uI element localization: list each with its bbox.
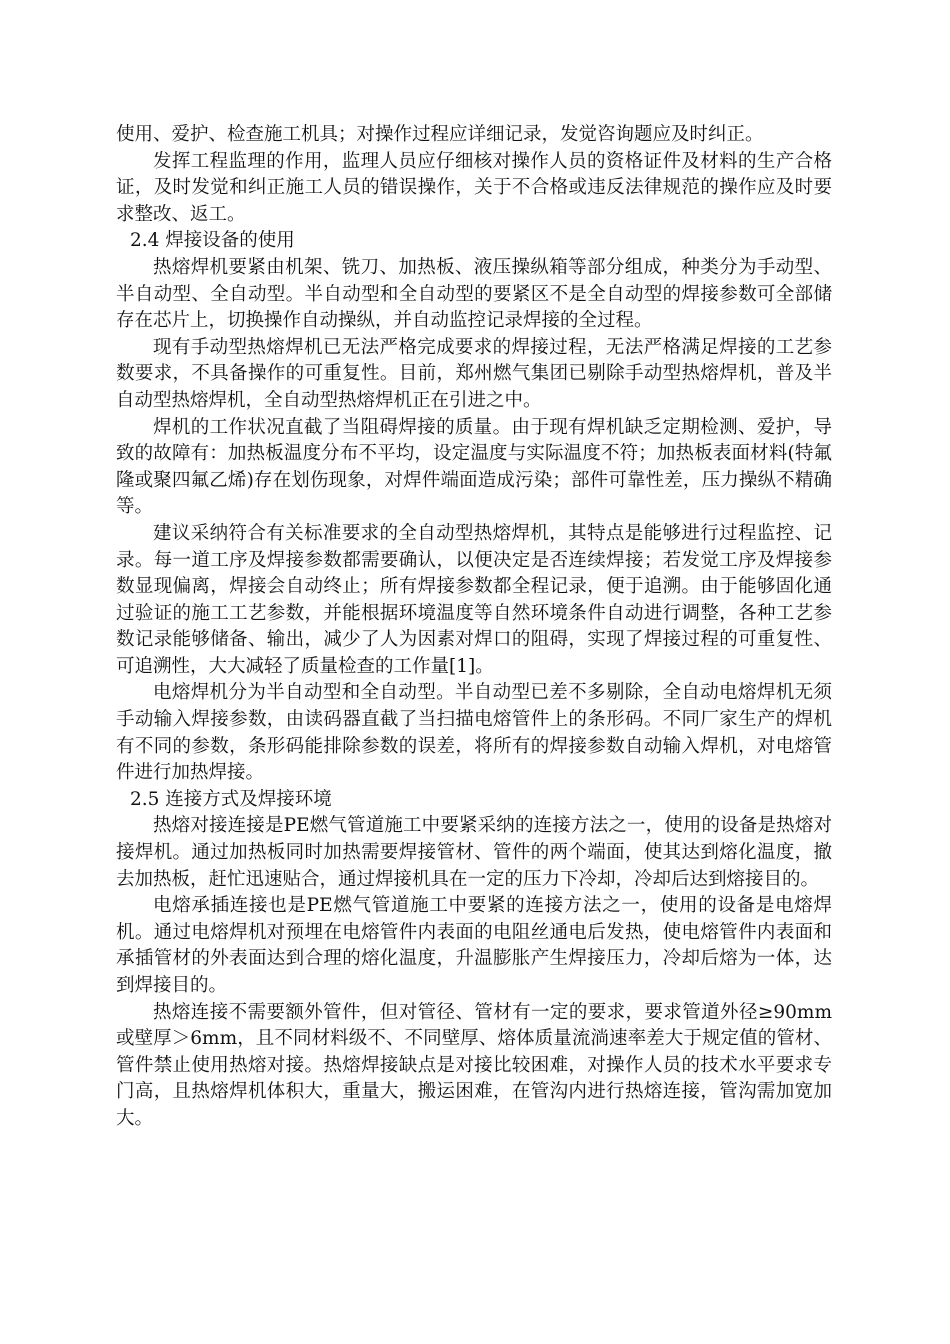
paragraph-electrofusion-machine: 电熔焊机分为半自动型和全自动型。半自动型已差不多剔除，全自动电熔焊机无须手动输入焊接参数，由读码器直截了当扫描电熔管件上的条形码。不同厂家生产的焊机有不同的参数，条形码能排除参数的误差，将所有的焊接参数自动输入焊机，对电熔管件进行加热焊接。	[116, 682, 832, 784]
paragraph-supervision: 发挥工程监理的作用，监理人员应仔细核对操作人员的资格证件及材料的生产合格证，及时发觉和纠正施工人员的错误操作，关于不合格或违反法律规范的操作应及时要求整改、返工。	[116, 150, 832, 225]
paragraph-continuation: 使用、爱护、检查施工机具；对操作过程应详细记录，发觉咨询题应及时纠正。	[116, 124, 764, 145]
document-body	[116, 122, 832, 1133]
paragraph-recommendation: 建议采纳符合有关标准要求的全自动型热熔焊机，其特点是能够进行过程监控、记录。每一道工序及焊接参数都需要确认，以便决定是否连续焊接；若发觉工序及焊接参数显现偏离，焊接会自动终止；所有焊接参数都全程记录，便于追溯。由于能够固化通过验证的施工工艺参数，并能根据环境温度等自然环境条件自动进行调整，各种工艺参数记录能够储备、输出，减少了人为因素对焊口的阻碍，实现了焊接过程的可重复性、可追溯性，大大减轻了质量检查的工作量[1]。	[116, 522, 832, 677]
paragraph-hot-melt-machine: 热熔焊机要紧由机架、铣刀、加热板、液压操纵箱等部分组成，种类分为手动型、半自动型、全自动型。半自动型和全自动型的要紧区不是全自动型的焊接参数可全部储存在芯片上，切换操作自动操纵，并自动监控记录焊接的全过程。	[116, 256, 832, 332]
paragraph-machine-condition: 焊机的工作状况直截了当阻碍焊接的质量。由于现有焊机缺乏定期检测、爱护，导致的故障有：加热板温度分布不平均，设定温度与实际温度不符；加热板表面材料(特氟隆或聚四氟乙烯)存在划伤现象，对焊件端面造成污染；部件可靠性差，压力操纵不精确等。	[116, 416, 832, 518]
paragraph-electrofusion-socket: 电熔承插连接也是PE燃气管道施工中要紧的连接方法之一，使用的设备是电熔焊机。通过电熔焊机对预埋在电熔管件内表面的电阻丝通电后发热，使电熔管件内表面和承插管材的外表面达到合理的熔化温度，升温膨胀产生焊接压力，冷却后熔为一体，达到焊接目的。	[116, 895, 832, 996]
paragraph-manual-machine: 现有手动型热熔焊机已无法严格完成要求的焊接过程，无法严格满足焊接的工艺参数要求，不具备操作的可重复性。目前，郑州燃气集团已剔除手动型热熔焊机，普及半自动型热熔焊机，全自动型热熔焊机正在引进之中。	[116, 336, 832, 411]
section-heading-2-5: 2.5 连接方式及焊接环境	[130, 788, 332, 810]
paragraph-butt-fusion: 热熔对接连接是PE燃气管道施工中要紧采纳的连接方法之一，使用的设备是热熔对接焊机。通过加热板同时加热需要焊接管材、管件的两个端面，使其达到熔化温度，撤去加热板，赶忙迅速贴合，通过焊接机具在一定的压力下冷却，冷却后达到熔接目的。	[116, 815, 832, 890]
paragraph-hot-melt-requirements: 热熔连接不需要额外管件，但对管径、管材有一定的要求，要求管道外径≥90mm或壁厚＞6mm，且不同材料级不、不同壁厚、熔体质量流淌速率差大于规定值的管材、管件禁止使用热熔对接。热熔焊接缺点是对接比较困难，对操作人员的技术水平要求专门高，且热熔焊机体积大，重量大，搬运困难，在管沟内进行热熔连接，管沟需加宽加大。	[116, 1001, 832, 1129]
section-heading-2-4: 2.4 焊接设备的使用	[130, 230, 295, 252]
